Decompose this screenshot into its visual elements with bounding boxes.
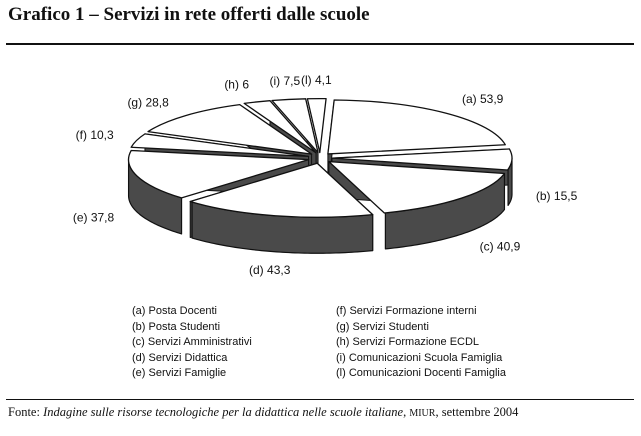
legend-item-l: (l) Comunicazioni Docenti Famiglia — [336, 367, 506, 380]
slice-label-a: (a) 53,9 — [462, 92, 504, 107]
legend-item-e: (e) Servizi Famiglie — [132, 367, 227, 380]
legend-column-1 — [132, 304, 252, 382]
legend-item-d: (d) Servizi Didattica — [132, 351, 228, 364]
legend-column-2 — [336, 304, 506, 382]
legend-item-i: (i) Comunicazioni Scuola Famiglia — [336, 351, 503, 364]
slice-label-h: (h) 6 — [224, 77, 249, 92]
slice-top — [328, 100, 505, 154]
slice-label-f: (f) 10,3 — [75, 127, 114, 142]
slice-label-d: (d) 43,3 — [249, 262, 291, 277]
slice-label-g: (g) 28,8 — [127, 95, 169, 110]
chart-title: Grafico 1 – Servizi in rete offerti dalle scuole — [8, 4, 370, 25]
source-organization: MIUR — [409, 408, 436, 419]
slice-label-e: (e) 37,8 — [72, 210, 115, 225]
legend-item-h: (h) Servizi Formazione ECDL — [336, 336, 480, 349]
source-date: , settembre 2004 — [435, 405, 519, 419]
slice-label-c: (c) 40,9 — [479, 239, 521, 254]
legend-item-c: (c) Servizi Amministrativi — [132, 336, 252, 349]
slice-label-b: (b) 15,5 — [535, 189, 578, 203]
legend-item-f: (f) Servizi Formazione interni — [336, 305, 477, 317]
legend-item-a: (a) Posta Docenti — [132, 305, 217, 317]
legend-item-b: (b) Posta Studenti — [132, 320, 221, 333]
source-note — [8, 405, 518, 420]
source-separator: , — [403, 405, 410, 419]
source-prefix: Fonte: — [8, 405, 44, 419]
slice-label-l: (l) 4,1 — [300, 73, 332, 87]
legend-item-g: (g) Servizi Studenti — [336, 320, 429, 333]
source-survey-title: Indagine sulle risorse tecnologiche per la didattica nelle scuole italiane — [43, 405, 404, 419]
slice-label-i: (i) 7,5 — [269, 74, 301, 88]
footer-divider — [6, 399, 634, 400]
pie-slices — [129, 99, 512, 254]
